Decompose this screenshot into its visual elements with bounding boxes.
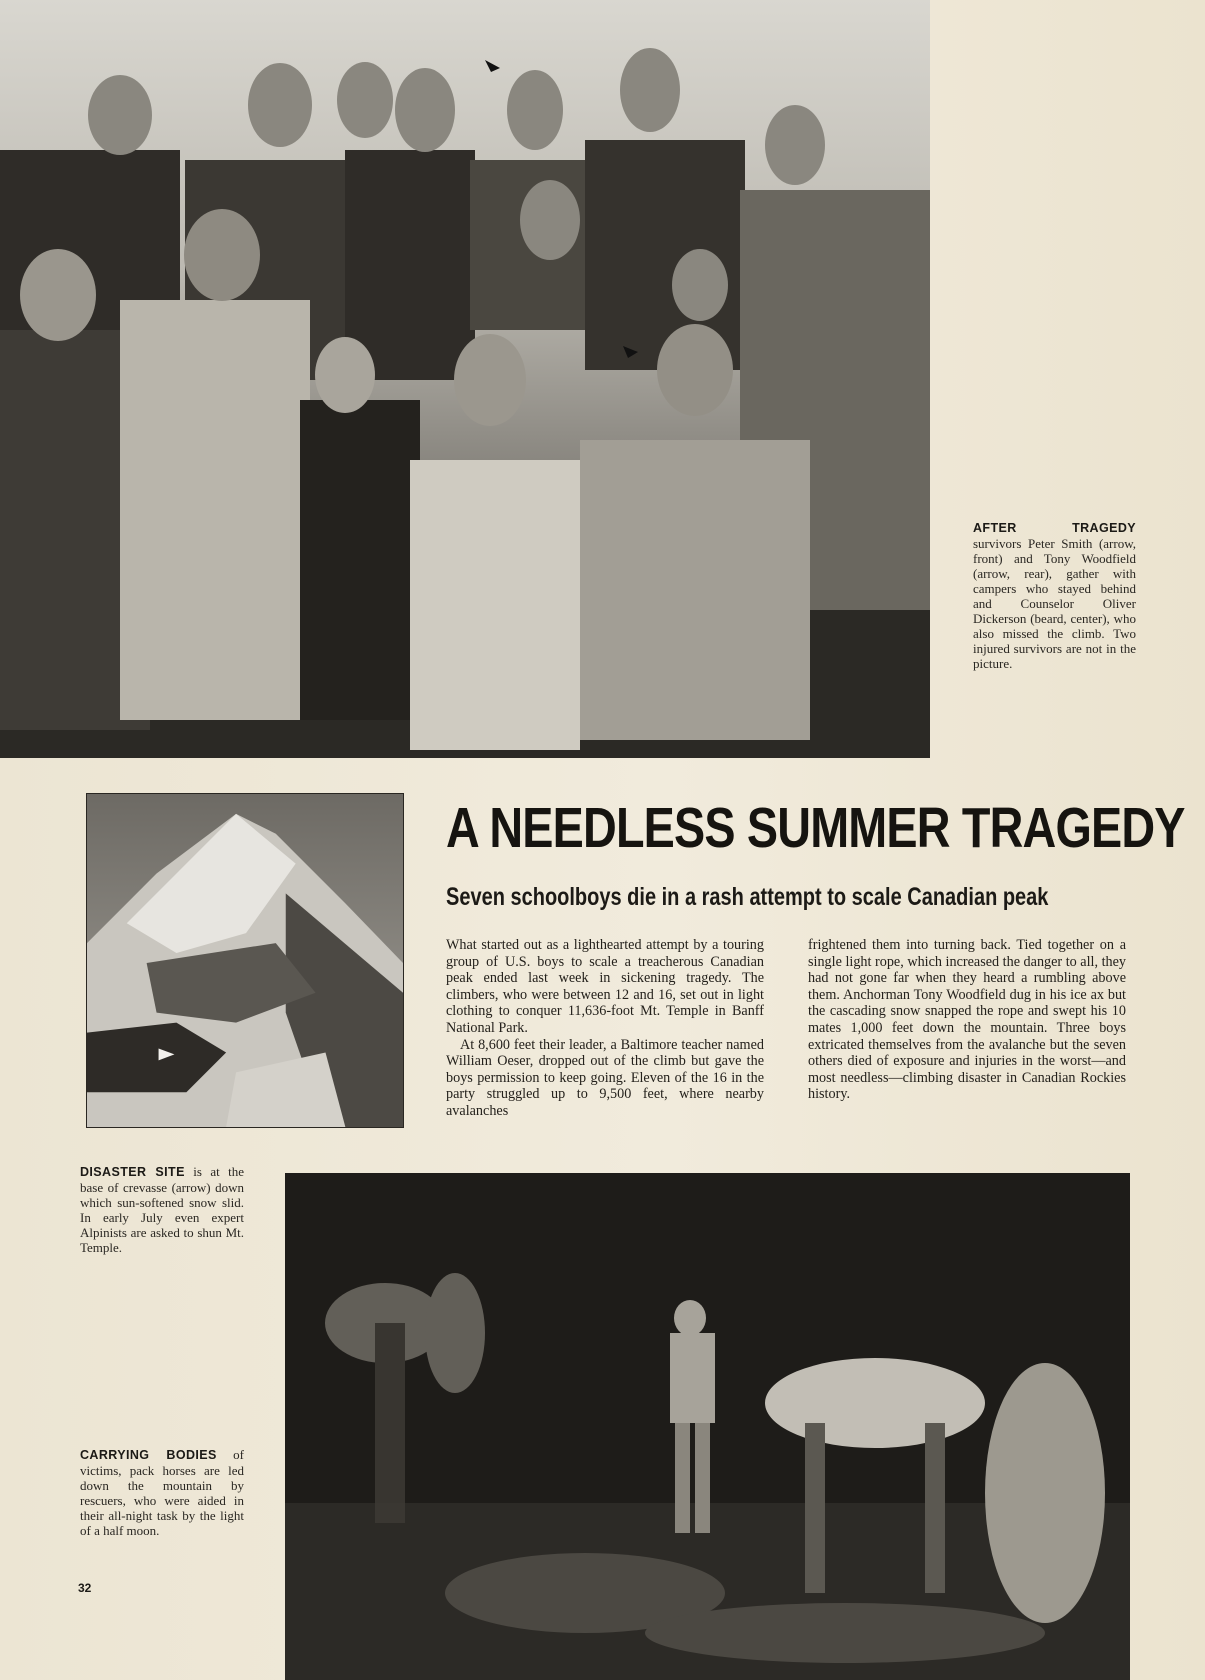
article-column-2 xyxy=(808,937,1126,1103)
headline: A NEEDLESS SUMMER TRAGEDY xyxy=(446,796,1185,860)
caption-lead: DISASTER SITE xyxy=(80,1165,185,1179)
rescue-photo xyxy=(285,1173,1130,1680)
article-paragraph: At 8,600 feet their leader, a Baltimore teacher named William Oeser, dropped out of the climb but gave the boys permission to keep going. Eleven of the 16 in the party struggled up to 9,500 feet, where nearby avalanches xyxy=(446,1036,764,1119)
caption-text: survivors Peter Smith (arrow, front) and Tony Woodfield (arrow, rear), gather with campers who stayed behind and Counselor Oliver Dickerson (beard, center), who also missed the climb. Two injured survivors are not in the picture. xyxy=(973,536,1136,671)
caption-disaster-site xyxy=(80,1164,244,1255)
subheadline: Seven schoolboys die in a rash attempt to scale Canadian peak xyxy=(446,883,1049,911)
caption-lead: CARRYING BODIES xyxy=(80,1448,217,1462)
group-photo xyxy=(0,0,930,758)
caption-carrying-bodies xyxy=(80,1447,244,1538)
caption-after-tragedy xyxy=(973,520,1136,671)
article-paragraph: frightened them into turning back. Tied together on a single light rope, which increased the danger to all, they had not gone far when they heard a rumbling above them. Anchorman Tony Woodfield dug in his ice ax but the cascading snow snapped the rope and swept his 10 mates 1,000 feet down the mountain. Three boys extricated themselves from the avalanche but the seven others died of exposure and injuries in the worst—and most needless—climbing disaster in Canadian Rockies history. xyxy=(808,937,1126,1103)
article-paragraph: What started out as a lighthearted attempt by a touring group of U.S. boys to scale a treacherous Canadian peak ended last week in sickening tragedy. The climbers, who were between 12 and 16, set out in light clothing to conquer 11,636-foot Mt. Temple in Banff National Park. xyxy=(446,937,764,1036)
caption-lead: AFTER TRAGEDY xyxy=(973,521,1136,535)
caption-text: is at the base of crevasse (arrow) down which sun-softened snow slid. In early July even expert Alpinists are asked to shun Mt. Temple. xyxy=(80,1164,244,1255)
article-column-1 xyxy=(446,937,764,1120)
mountain-photo xyxy=(86,793,404,1128)
caption-text: of victims, pack horses are led down the mountain by rescuers, who were aided in their all-night task by the light of a half moon. xyxy=(80,1447,244,1538)
page-number: 32 xyxy=(78,1581,92,1595)
